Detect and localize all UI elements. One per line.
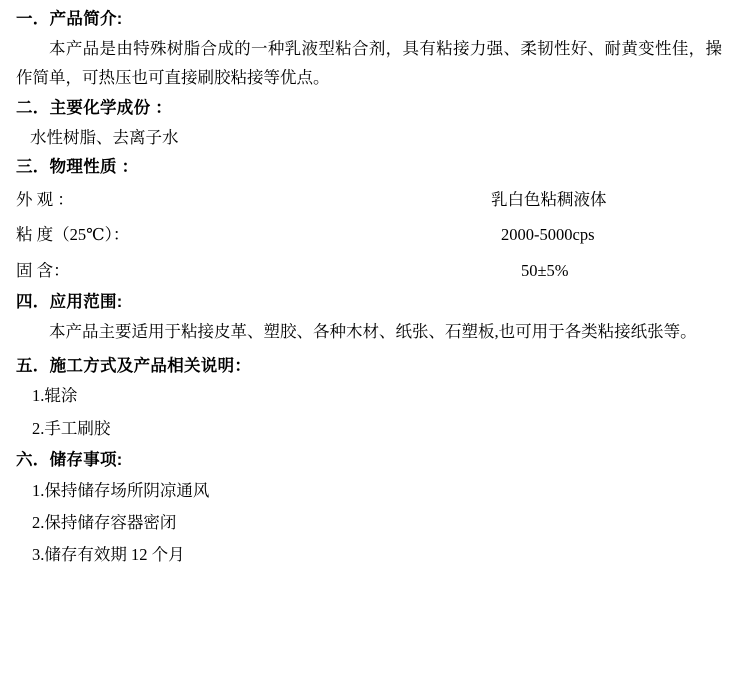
section-paragraph-application-scope: 本产品主要适用于粘接皮革、塑胶、各种木材、纸张、石塑板,也可用于各类粘接纸张等。 [49,322,697,342]
section-heading-chemical-composition: 二．主要化学成份 ： [16,98,173,117]
spec-value-viscosity: 2000-5000cps [501,225,595,245]
section-heading-physical-properties: 三．物理性质 ： [16,157,139,176]
list-item: 1.保持储存场所阴凉通风 [32,480,210,500]
spec-label-viscosity: 粘 度（25℃）： [16,225,130,245]
list-item: 3.储存有效期 12 个月 [32,545,185,565]
section-heading-application-scope: 四．应用范围: [16,293,123,312]
spec-row [16,217,722,252]
spec-value-solid-content: 50±5% [521,260,569,280]
spec-label-appearance: 外 观 ： [16,189,74,209]
section-heading-product-intro: 一．产品简介: [16,10,123,28]
spec-value-appearance: 乳白色粘稠液体 [491,189,607,209]
spec-row [16,253,722,288]
section-heading-storage-notes: 六．储存事项: [16,450,123,469]
spec-label-solid-content: 固 含： [16,260,70,280]
section-heading-construction-method: 五．施工方式及产品相关说明： [16,356,252,375]
section-paragraph-chemical-composition: 水性树脂、去离子水 [30,127,179,147]
list-item: 1.辊涂 [32,386,78,406]
spec-row [16,182,722,217]
list-item: 2.保持储存容器密闭 [32,512,177,532]
section-paragraph-product-intro: 本产品是由特殊树脂合成的一种乳液型粘合剂，具有粘接力强、柔韧性好、耐黄变性佳，操作简单，可热压也可直接刷胶粘接等优点。 [16,38,722,88]
list-item: 2.手工刷胶 [32,418,111,438]
spacer [16,347,722,355]
